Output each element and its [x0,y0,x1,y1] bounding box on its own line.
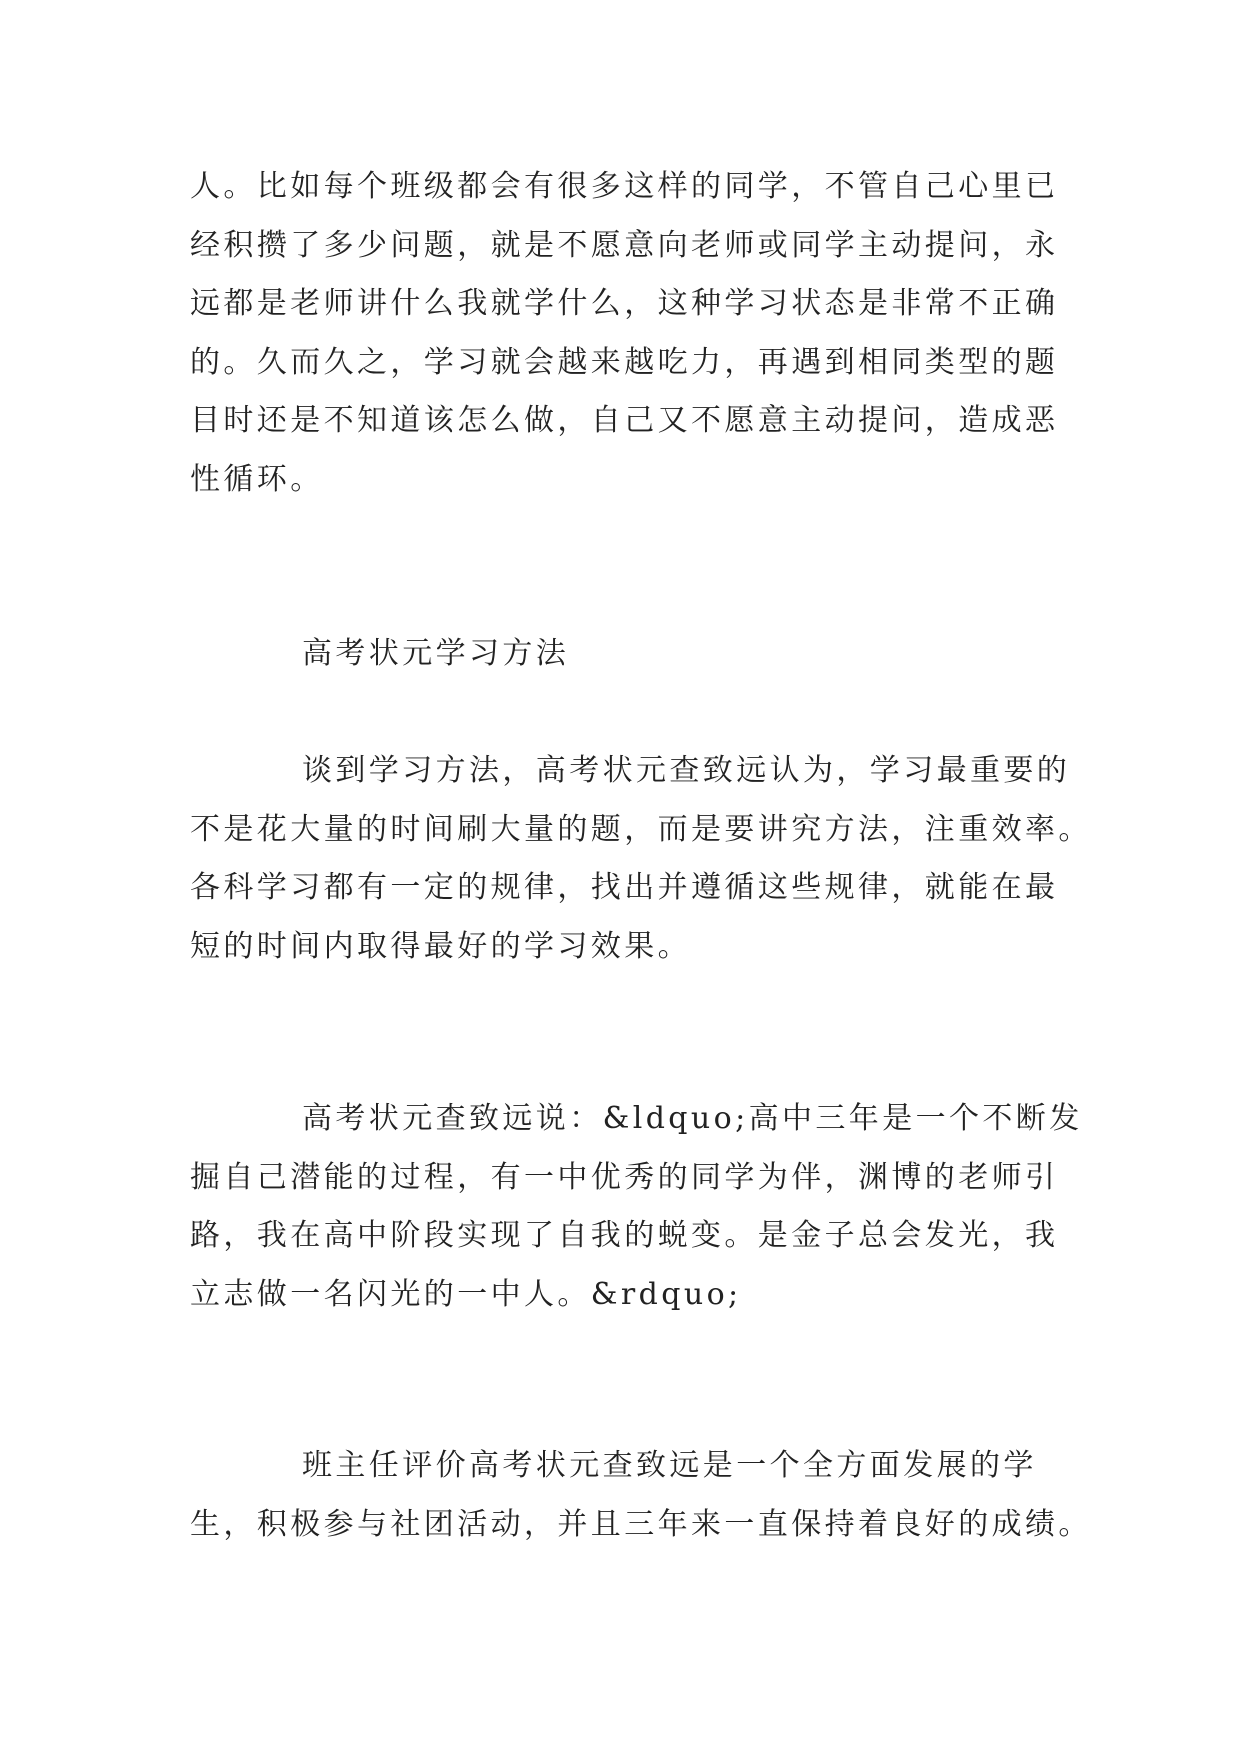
text-line: 高考状元查致远说：&ldquo;高中三年是一个不断发 [302,1101,1083,1136]
text-line: 掘自己潜能的过程，有一中优秀的同学为伴，渊博的老师引 [190,1159,1059,1195]
section-heading-text: 高考状元学习方法 [302,636,570,671]
text-line: 各科学习都有一定的规律，找出并遵循这些规律，就能在最 [190,870,1059,905]
text-line: 远都是老师讲什么我就学什么，这种学习状态是非常不正确 [190,286,1059,321]
section-heading [190,625,1060,684]
text-line: 性循环。 [190,461,324,497]
text-line: 不是花大量的时间刷大量的题，而是要讲究方法，注重效率。 [190,811,1092,847]
text-line: 谈到学习方法，高考状元查致远认为，学习最重要的 [302,753,1071,788]
text-line: 目时还是不知道该怎么做，自己又不愿意主动提问，造成恶 [190,403,1059,438]
text-line: 短的时间内取得最好的学习效果。 [190,928,691,964]
paragraph-teacher-evaluation [190,1437,1092,1554]
paragraph-study-method [190,742,1092,976]
text-line: 路，我在高中阶段实现了自我的蜕变。是金子总会发光，我 [190,1218,1059,1253]
text-line: 经积攒了多少问题，就是不愿意向老师或同学主动提问，永 [190,227,1059,263]
text-line: 的。久而久之，学习就会越来越吃力，再遇到相同类型的题 [190,344,1059,380]
paragraph-problem-asking [190,158,1060,509]
paragraph-quote [190,1090,1083,1324]
text-line: 生，积极参与社团活动，并且三年来一直保持着良好的成绩。 [190,1506,1092,1542]
text-line: 人。比如每个班级都会有很多这样的同学，不管自己心里已 [190,169,1059,204]
text-line: 班主任评价高考状元查致远是一个全方面发展的学 [302,1448,1037,1483]
text-line: 立志做一名闪光的一中人。&rdquo; [190,1276,742,1312]
